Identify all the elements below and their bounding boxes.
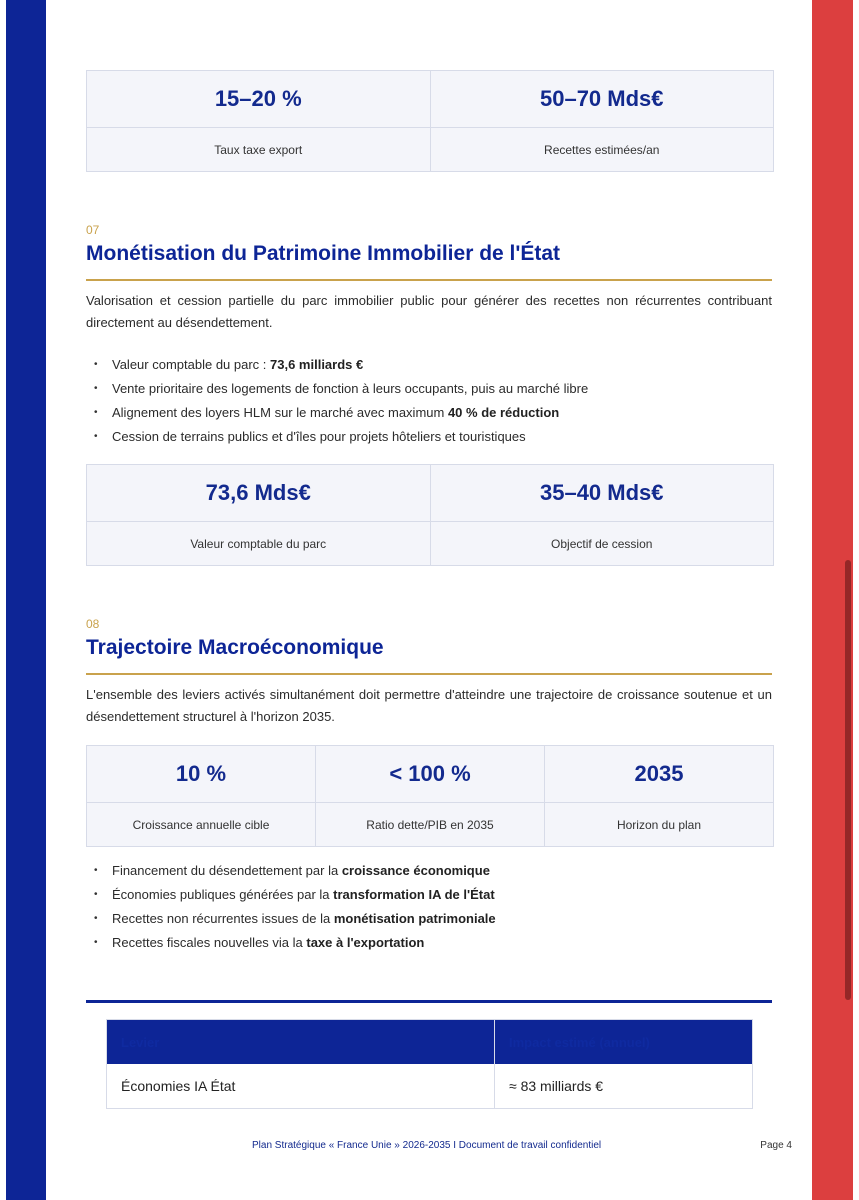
stat-cell bbox=[87, 746, 316, 846]
stat-value: 2035 bbox=[545, 746, 773, 803]
stats-box-patrimoine bbox=[86, 464, 774, 566]
stat-value: 35–40 Mds€ bbox=[431, 465, 774, 522]
list-item: • Recettes fiscales nouvelles via la taxe à l'exportation bbox=[86, 931, 772, 955]
stat-value: 15–20 % bbox=[87, 71, 430, 128]
section-divider bbox=[86, 673, 772, 675]
stat-label: Objectif de cession bbox=[551, 536, 653, 551]
stat-value: < 100 % bbox=[316, 746, 544, 803]
list-item: • Économies publiques générées par la transformation IA de l'État bbox=[86, 883, 772, 907]
table-header bbox=[107, 1020, 752, 1064]
stat-label: Ratio dette/PIB en 2035 bbox=[366, 817, 494, 832]
stat-label: Taux taxe export bbox=[214, 142, 303, 157]
stats-box-export bbox=[86, 70, 774, 172]
list-item: • Cession de terrains publics et d'îles pour projets hôteliers et touristiques bbox=[86, 425, 772, 449]
bullet-list bbox=[86, 859, 772, 955]
stat-cell bbox=[87, 71, 431, 171]
stat-value: 50–70 Mds€ bbox=[431, 71, 774, 128]
footer-text: Plan Stratégique « France Unie » 2026-2035 I Document de travail confidentiel bbox=[252, 1140, 602, 1151]
stat-cell bbox=[545, 746, 773, 846]
stat-cell bbox=[431, 71, 774, 171]
section-number: 08 bbox=[86, 617, 100, 631]
flag-band-blue bbox=[6, 0, 46, 1200]
stat-value: 73,6 Mds€ bbox=[87, 465, 430, 522]
list-item: • Financement du désendettement par la croissance économique bbox=[86, 859, 772, 883]
stat-label: Valeur comptable du parc bbox=[190, 536, 327, 551]
section-title: Trajectoire Macroéconomique bbox=[86, 636, 384, 659]
section-paragraph: L'ensemble des leviers activés simultanément doit permettre d'atteindre une trajectoire de croissance soutenue et un désendettement structurel à l'horizon 2035. bbox=[86, 687, 772, 724]
table-divider bbox=[86, 1000, 772, 1003]
levers-table bbox=[106, 1019, 753, 1109]
list-item: • Vente prioritaire des logements de fonction à leurs occupants, puis au marché libre bbox=[86, 377, 772, 401]
list-item: • Recettes non récurrentes issues de la monétisation patrimoniale bbox=[86, 907, 772, 931]
bullet-list bbox=[86, 353, 772, 449]
section-divider bbox=[86, 279, 772, 281]
list-item: • Alignement des loyers HLM sur le marché avec maximum 40 % de réduction bbox=[86, 401, 772, 425]
table-cell: Économies IA État bbox=[107, 1064, 495, 1108]
section-paragraph: Valorisation et cession partielle du parc immobilier public pour générer des recettes non récurrentes contribuant directement au désendettement. bbox=[86, 293, 772, 330]
stat-cell bbox=[316, 746, 545, 846]
stat-label: Croissance annuelle cible bbox=[132, 817, 270, 832]
stat-label: Horizon du plan bbox=[616, 817, 702, 832]
stat-cell bbox=[87, 465, 431, 565]
stat-label: Recettes estimées/an bbox=[544, 142, 660, 157]
stat-cell bbox=[431, 465, 774, 565]
list-item: • Valeur comptable du parc : 73,6 milliards € bbox=[86, 353, 772, 377]
table-header-cell: Levier bbox=[107, 1020, 495, 1064]
document-page bbox=[46, 0, 812, 1200]
section-title: Monétisation du Patrimoine Immobilier de l'État bbox=[86, 242, 561, 265]
table-cell: ≈ 83 milliards € bbox=[509, 1078, 604, 1094]
section-number: 07 bbox=[86, 223, 100, 237]
stats-box-macro bbox=[86, 745, 774, 847]
scrollbar-thumb[interactable] bbox=[845, 560, 851, 1000]
table-header-cell: Impact estimé (annuel) bbox=[509, 1034, 650, 1050]
table-row bbox=[107, 1064, 752, 1108]
stat-value: 10 % bbox=[87, 746, 315, 803]
page-number: Page 4 bbox=[760, 1140, 792, 1151]
